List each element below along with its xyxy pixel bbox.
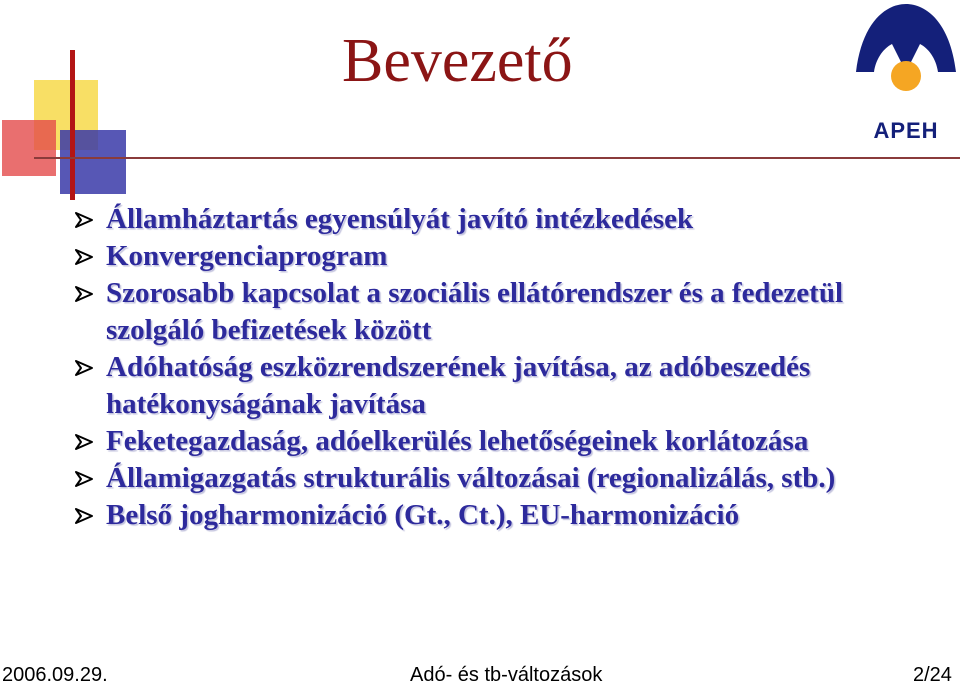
arrow-bullet-icon bbox=[74, 285, 94, 303]
arrow-bullet-icon bbox=[74, 211, 94, 229]
arrow-bullet-icon bbox=[74, 433, 94, 451]
bullet-text: Adóhatóság eszközrendszerének javítása, az adóbeszedés hatékonyságának javítása bbox=[106, 351, 811, 420]
bullet-list bbox=[74, 201, 934, 534]
arrow-bullet-icon bbox=[74, 248, 94, 266]
bullet-item bbox=[74, 275, 934, 349]
apeh-logo-icon bbox=[852, 0, 960, 118]
footer-page-number: 2/24 bbox=[913, 664, 952, 686]
bullet-text: Belső jogharmonizáció (Gt., Ct.), EU-harmonizáció bbox=[106, 499, 740, 531]
bullet-text: Államigazgatás strukturális változásai (regionalizálás, stb.) bbox=[106, 462, 836, 494]
bullet-text: Feketegazdaság, adóelkerülés lehetőségeinek korlátozása bbox=[106, 425, 809, 457]
arrow-bullet-icon bbox=[74, 359, 94, 377]
bullet-item bbox=[74, 423, 934, 460]
bullet-item bbox=[74, 238, 934, 275]
bullet-item bbox=[74, 497, 934, 534]
bullet-text: Szorosabb kapcsolat a szociális ellátórendszer és a fedezetül szolgáló befizetések között bbox=[106, 277, 844, 346]
decor-red-square bbox=[2, 120, 56, 176]
arrow-bullet-icon bbox=[74, 507, 94, 525]
bullet-item bbox=[74, 460, 934, 497]
apeh-logo bbox=[852, 0, 960, 152]
footer-date: 2006.09.29. bbox=[2, 664, 108, 686]
bullet-item bbox=[74, 349, 934, 423]
title-underline bbox=[34, 157, 960, 159]
bullet-text: Államháztartás egyensúlyát javító intézkedések bbox=[106, 203, 694, 235]
arrow-bullet-icon bbox=[74, 470, 94, 488]
slide-title: Bevezető bbox=[342, 27, 573, 95]
logo-text: APEH bbox=[873, 118, 939, 143]
bullet-item bbox=[74, 201, 934, 238]
footer-subject: Adó- és tb-változások bbox=[410, 664, 603, 686]
bullet-text: Konvergenciaprogram bbox=[106, 240, 388, 272]
decor-vertical-line bbox=[70, 50, 75, 200]
